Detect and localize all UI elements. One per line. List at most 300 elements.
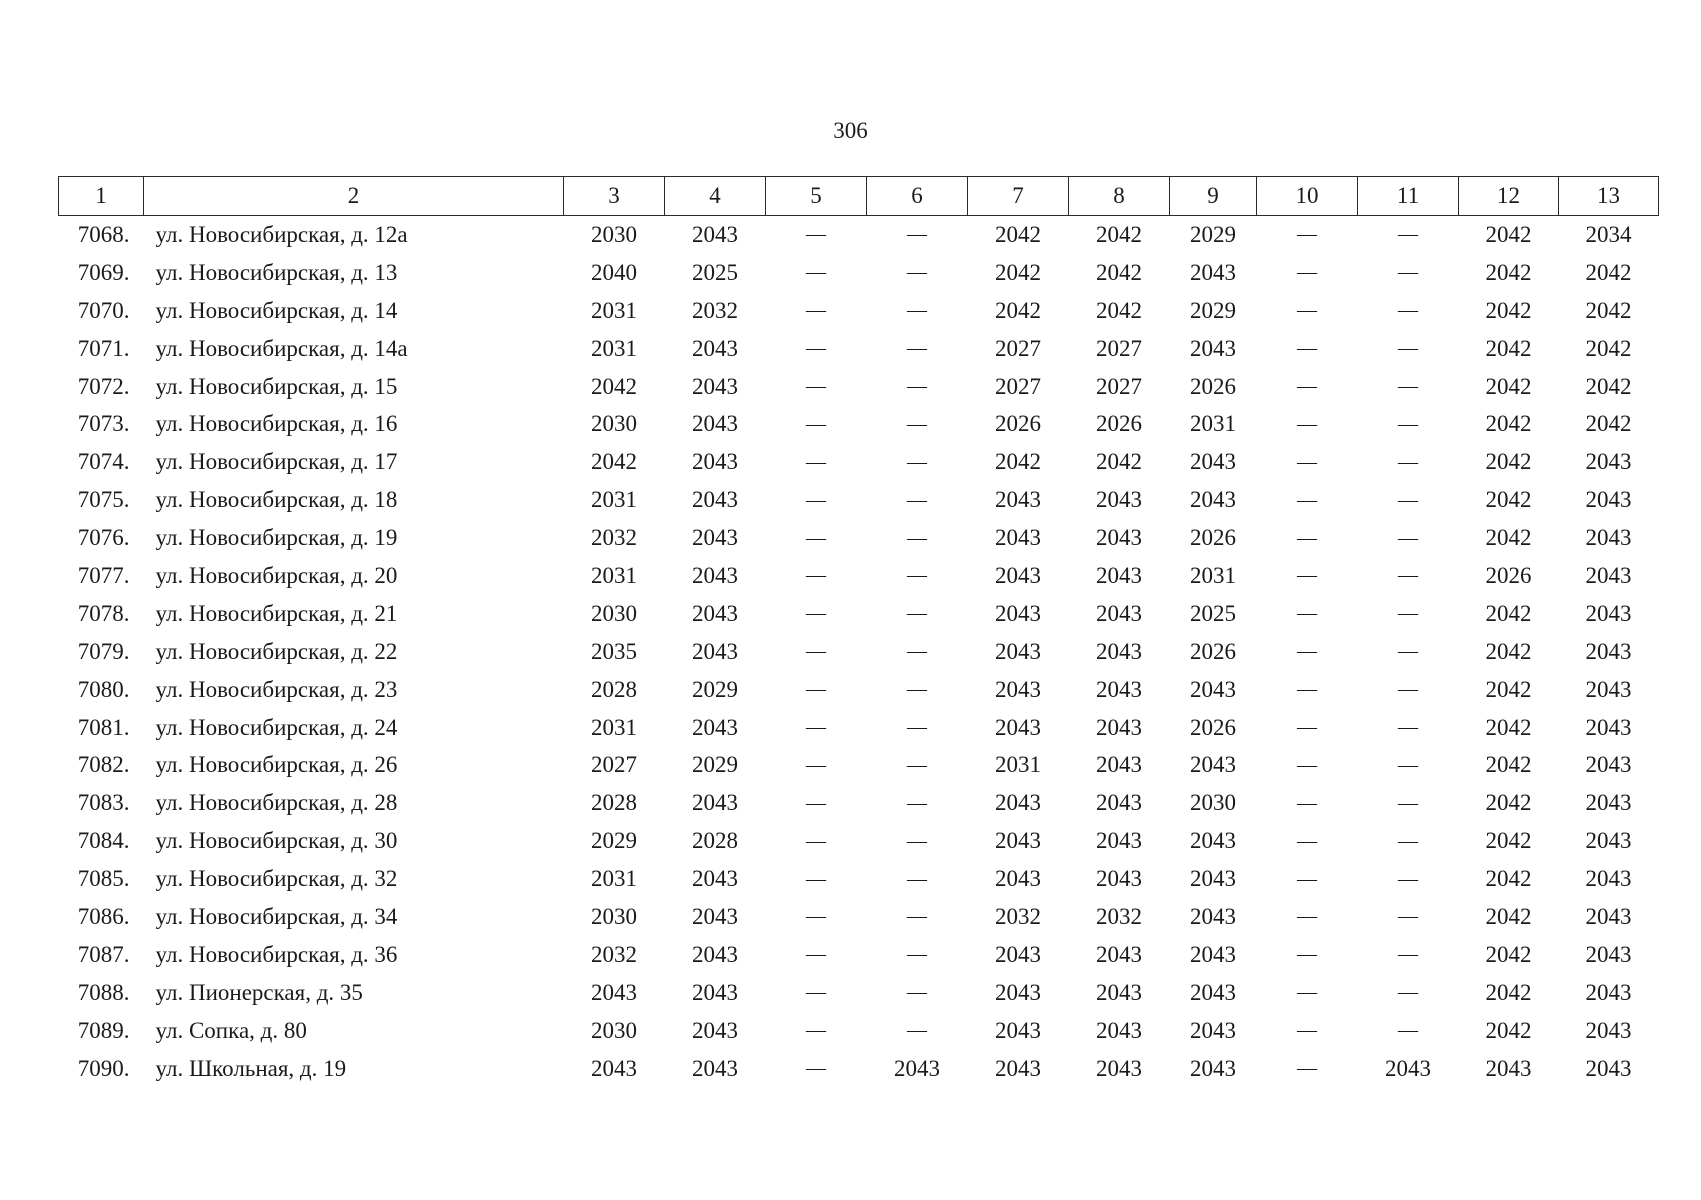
year-cell: — xyxy=(1398,791,1418,814)
year-cell: 2042 xyxy=(995,449,1041,475)
year-cell: 2043 xyxy=(591,979,637,1005)
year-cell: — xyxy=(806,905,826,928)
year-cell: 2027 xyxy=(591,752,637,778)
year-cell: 2032 xyxy=(1096,903,1142,929)
year-cell: — xyxy=(1398,375,1418,397)
year-cell: 2043 xyxy=(1585,941,1632,967)
year-cell: 2042 xyxy=(1585,259,1632,285)
year-cell: — xyxy=(1398,981,1418,1004)
year-cell: 2042 xyxy=(995,259,1041,285)
year-cell: 2042 xyxy=(1485,866,1532,892)
address-cell: ул. Новосибирская, д. 12а xyxy=(155,221,408,247)
year-cell: 2028 xyxy=(692,828,738,854)
year-cell: 2030 xyxy=(591,903,637,929)
year-cell: 2042 xyxy=(995,221,1041,247)
address-cell: ул. Новосибирская, д. 15 xyxy=(155,373,398,399)
year-cell: 2043 xyxy=(1585,1055,1632,1081)
table-row xyxy=(59,519,1659,557)
year-cell: 2030 xyxy=(591,1017,637,1043)
year-cell: — xyxy=(1297,753,1317,776)
address-cell: ул. Новосибирская, д. 30 xyxy=(155,828,398,854)
table-row xyxy=(59,405,1659,443)
column-header-9: 9 xyxy=(1170,177,1257,216)
year-cell: 2043 xyxy=(1096,790,1142,816)
table-row xyxy=(59,1050,1659,1088)
year-cell: 2043 xyxy=(692,1017,738,1043)
address-cell: ул. Новосибирская, д. 23 xyxy=(155,676,398,702)
year-cell: — xyxy=(806,488,826,511)
year-cell: 2043 xyxy=(1190,903,1236,929)
year-cell: — xyxy=(907,943,927,966)
year-cell: 2043 xyxy=(692,335,738,361)
year-cell: 2043 xyxy=(692,866,738,892)
year-cell: — xyxy=(1297,1057,1317,1080)
year-cell: 2043 xyxy=(1190,752,1236,778)
year-cell: — xyxy=(806,678,826,701)
year-cell: 2043 xyxy=(995,1055,1041,1081)
address-cell: ул. Новосибирская, д. 22 xyxy=(155,638,398,664)
year-cell: 2043 xyxy=(692,790,738,816)
row-number: 7087. xyxy=(77,941,130,967)
table-row xyxy=(59,368,1659,406)
year-cell: — xyxy=(1297,640,1317,663)
year-cell: — xyxy=(806,564,826,587)
year-cell: 2043 xyxy=(1585,790,1632,816)
year-cell: 2043 xyxy=(995,979,1041,1005)
table-row xyxy=(59,974,1659,1012)
year-cell: 2034 xyxy=(1585,221,1632,247)
year-cell: — xyxy=(1297,375,1317,397)
year-cell: 2042 xyxy=(1096,449,1142,475)
year-cell: 2042 xyxy=(1485,335,1532,361)
year-cell: — xyxy=(1297,261,1317,284)
year-cell: — xyxy=(1398,337,1418,360)
year-cell: — xyxy=(1297,337,1317,360)
year-cell: 2043 xyxy=(1190,259,1236,285)
year-cell: 2031 xyxy=(591,562,637,588)
year-cell: — xyxy=(806,261,826,284)
column-header-12: 12 xyxy=(1459,177,1559,216)
year-cell: 2043 xyxy=(995,941,1041,967)
year-cell: — xyxy=(1297,905,1317,928)
address-cell: ул. Новосибирская, д. 28 xyxy=(155,790,398,816)
year-cell: 2031 xyxy=(995,752,1041,778)
row-number: 7077. xyxy=(77,562,130,588)
year-cell: — xyxy=(907,678,927,701)
year-cell: — xyxy=(907,337,927,360)
page-number: 306 xyxy=(833,118,868,143)
row-number: 7086. xyxy=(77,903,130,929)
address-cell: ул. Новосибирская, д. 13 xyxy=(155,259,398,285)
year-cell: 2043 xyxy=(1096,979,1142,1005)
year-cell: — xyxy=(806,412,826,435)
year-cell: — xyxy=(1398,412,1418,435)
year-cell: 2029 xyxy=(1190,221,1236,247)
year-cell: 2043 xyxy=(692,941,738,967)
year-cell: 2043 xyxy=(692,449,738,475)
table-row xyxy=(59,746,1659,784)
year-cell: 2043 xyxy=(995,790,1041,816)
year-cell: 2028 xyxy=(591,676,637,702)
year-cell: 2043 xyxy=(1190,676,1236,702)
year-cell: 2043 xyxy=(1585,525,1632,551)
year-cell: 2043 xyxy=(1096,941,1142,967)
year-cell: 2043 xyxy=(1585,1017,1632,1043)
year-cell: — xyxy=(806,640,826,663)
year-cell: 2043 xyxy=(692,1055,738,1081)
row-number: 7074. xyxy=(77,449,130,475)
year-cell: 2042 xyxy=(1485,600,1532,626)
year-cell: 2032 xyxy=(591,525,637,551)
year-cell: — xyxy=(907,375,927,397)
row-number: 7068. xyxy=(77,221,130,247)
year-cell: 2025 xyxy=(1190,600,1236,626)
year-cell: 2043 xyxy=(1385,1055,1431,1081)
year-cell: — xyxy=(806,753,826,776)
year-cell: — xyxy=(1297,488,1317,511)
repair-schedule-table xyxy=(58,176,1659,1087)
year-cell: — xyxy=(806,602,826,625)
address-cell: ул. Новосибирская, д. 20 xyxy=(155,562,398,588)
year-cell: 2043 xyxy=(1190,979,1236,1005)
year-cell: 2043 xyxy=(995,714,1041,740)
year-cell: 2043 xyxy=(692,979,738,1005)
address-cell: ул. Новосибирская, д. 36 xyxy=(155,941,398,967)
year-cell: — xyxy=(806,450,826,473)
row-number: 7075. xyxy=(77,487,130,513)
year-cell: 2026 xyxy=(1190,638,1236,664)
row-number: 7073. xyxy=(77,411,130,437)
year-cell: 2032 xyxy=(692,297,738,323)
row-number: 7084. xyxy=(77,828,130,854)
year-cell: — xyxy=(1297,943,1317,966)
year-cell: — xyxy=(806,375,826,397)
year-cell: 2030 xyxy=(1190,790,1236,816)
year-cell: — xyxy=(907,223,927,246)
year-cell: — xyxy=(907,602,927,625)
year-cell: 2043 xyxy=(692,487,738,513)
year-cell: 2042 xyxy=(1096,221,1142,247)
year-cell: — xyxy=(1398,488,1418,511)
year-cell: — xyxy=(806,299,826,322)
year-cell: 2043 xyxy=(591,1055,637,1081)
year-cell: 2043 xyxy=(1096,752,1142,778)
table-row xyxy=(59,330,1659,368)
address-cell: ул. Новосибирская, д. 19 xyxy=(155,525,398,551)
year-cell: 2043 xyxy=(995,866,1041,892)
year-cell: 2042 xyxy=(591,449,637,475)
year-cell: 2031 xyxy=(591,297,637,323)
address-cell: ул. Новосибирская, д. 32 xyxy=(155,866,398,892)
year-cell: — xyxy=(1398,905,1418,928)
year-cell: 2042 xyxy=(1485,1017,1532,1043)
year-cell: 2029 xyxy=(692,752,738,778)
year-cell: 2043 xyxy=(1585,638,1632,664)
address-cell: ул. Новосибирская, д. 26 xyxy=(155,752,398,778)
year-cell: — xyxy=(1398,867,1418,890)
column-header-10: 10 xyxy=(1257,177,1358,216)
table-row xyxy=(59,216,1659,254)
year-cell: 2043 xyxy=(1096,1017,1142,1043)
year-cell: 2042 xyxy=(1485,638,1532,664)
year-cell: 2043 xyxy=(1096,866,1142,892)
year-cell: — xyxy=(907,791,927,814)
year-cell: 2043 xyxy=(692,373,738,399)
year-cell: 2043 xyxy=(995,638,1041,664)
address-cell: ул. Новосибирская, д. 14а xyxy=(155,335,408,361)
year-cell: 2043 xyxy=(1585,752,1632,778)
year-cell: — xyxy=(907,450,927,473)
year-cell: — xyxy=(1297,450,1317,473)
address-cell: ул. Сопка, д. 80 xyxy=(155,1017,307,1043)
year-cell: 2043 xyxy=(995,562,1041,588)
row-number: 7071. xyxy=(77,335,130,361)
row-number: 7090. xyxy=(77,1055,130,1081)
year-cell: 2043 xyxy=(692,562,738,588)
year-cell: 2026 xyxy=(1190,525,1236,551)
year-cell: 2035 xyxy=(591,638,637,664)
year-cell: 2042 xyxy=(1485,221,1532,247)
year-cell: 2031 xyxy=(591,335,637,361)
year-cell: 2042 xyxy=(1096,297,1142,323)
column-header-6: 6 xyxy=(867,177,968,216)
year-cell: 2043 xyxy=(692,903,738,929)
year-cell: 2043 xyxy=(1585,866,1632,892)
year-cell: 2029 xyxy=(591,828,637,854)
year-cell: 2043 xyxy=(1190,487,1236,513)
year-cell: — xyxy=(1398,716,1418,739)
year-cell: 2042 xyxy=(995,297,1041,323)
year-cell: — xyxy=(907,261,927,284)
column-header-13: 13 xyxy=(1559,177,1659,216)
year-cell: — xyxy=(806,867,826,890)
year-cell: — xyxy=(1297,867,1317,890)
year-cell: — xyxy=(1297,829,1317,852)
year-cell: 2026 xyxy=(1485,562,1532,588)
year-cell: 2026 xyxy=(1096,411,1142,437)
row-number: 7085. xyxy=(77,866,130,892)
address-cell: ул. Новосибирская, д. 34 xyxy=(155,903,398,929)
year-cell: — xyxy=(1297,564,1317,587)
year-cell: 2042 xyxy=(1485,979,1532,1005)
year-cell: — xyxy=(1297,526,1317,549)
year-cell: 2031 xyxy=(591,487,637,513)
year-cell: 2042 xyxy=(1485,903,1532,929)
address-cell: ул. Школьная, д. 19 xyxy=(155,1055,347,1081)
address-cell: ул. Новосибирская, д. 18 xyxy=(155,487,398,513)
year-cell: 2027 xyxy=(995,373,1041,399)
year-cell: — xyxy=(1398,299,1418,322)
year-cell: — xyxy=(806,829,826,852)
year-cell: — xyxy=(907,526,927,549)
year-cell: — xyxy=(907,867,927,890)
year-cell: — xyxy=(806,791,826,814)
table-row xyxy=(59,936,1659,974)
year-cell: 2043 xyxy=(1190,941,1236,967)
year-cell: — xyxy=(1398,564,1418,587)
year-cell: 2042 xyxy=(1485,525,1532,551)
table-row xyxy=(59,671,1659,709)
year-cell: — xyxy=(1297,678,1317,701)
year-cell: 2026 xyxy=(1190,373,1236,399)
year-cell: 2043 xyxy=(1585,828,1632,854)
year-cell: 2026 xyxy=(1190,714,1236,740)
year-cell: 2025 xyxy=(692,259,738,285)
year-cell: 2042 xyxy=(1485,752,1532,778)
table-row xyxy=(59,443,1659,481)
year-cell: — xyxy=(907,1019,927,1042)
year-cell: 2043 xyxy=(1190,449,1236,475)
year-cell: 2043 xyxy=(692,221,738,247)
year-cell: 2042 xyxy=(1485,790,1532,816)
year-cell: 2028 xyxy=(591,790,637,816)
year-cell: 2043 xyxy=(1096,1055,1142,1081)
row-number: 7069. xyxy=(77,259,130,285)
table-row xyxy=(59,709,1659,747)
year-cell: — xyxy=(907,299,927,322)
table-row xyxy=(59,860,1659,898)
column-header-2: 2 xyxy=(144,177,564,216)
row-number: 7081. xyxy=(77,714,130,740)
row-number: 7083. xyxy=(77,790,130,816)
year-cell: 2030 xyxy=(591,411,637,437)
year-cell: — xyxy=(1398,829,1418,852)
year-cell: — xyxy=(907,829,927,852)
year-cell: 2043 xyxy=(692,600,738,626)
year-cell: 2042 xyxy=(1585,297,1632,323)
year-cell: 2043 xyxy=(692,714,738,740)
row-number: 7070. xyxy=(77,297,130,323)
year-cell: — xyxy=(1398,261,1418,284)
year-cell: — xyxy=(1398,678,1418,701)
year-cell: 2042 xyxy=(1485,259,1532,285)
year-cell: 2043 xyxy=(1096,638,1142,664)
year-cell: 2043 xyxy=(1096,828,1142,854)
year-cell: — xyxy=(1398,753,1418,776)
address-cell: ул. Новосибирская, д. 21 xyxy=(155,600,398,626)
year-cell: 2042 xyxy=(1485,449,1532,475)
year-cell: — xyxy=(907,753,927,776)
year-cell: 2043 xyxy=(1096,676,1142,702)
year-cell: — xyxy=(1297,299,1317,322)
row-number: 7082. xyxy=(77,752,130,778)
year-cell: 2042 xyxy=(1096,259,1142,285)
year-cell: 2043 xyxy=(1585,714,1632,740)
year-cell: 2043 xyxy=(995,487,1041,513)
year-cell: 2043 xyxy=(692,525,738,551)
table-row xyxy=(59,633,1659,671)
year-cell: 2031 xyxy=(1190,562,1236,588)
address-cell: ул. Новосибирская, д. 24 xyxy=(155,714,398,740)
year-cell: 2042 xyxy=(1485,714,1532,740)
table-row xyxy=(59,481,1659,519)
year-cell: 2032 xyxy=(995,903,1041,929)
table-header xyxy=(59,177,1659,216)
year-cell: 2042 xyxy=(1585,335,1632,361)
year-cell: 2026 xyxy=(995,411,1041,437)
year-cell: 2027 xyxy=(995,335,1041,361)
column-header-4: 4 xyxy=(665,177,766,216)
year-cell: 2043 xyxy=(995,828,1041,854)
year-cell: — xyxy=(806,943,826,966)
year-cell: 2043 xyxy=(995,676,1041,702)
year-cell: 2029 xyxy=(1190,297,1236,323)
year-cell: 2042 xyxy=(1485,941,1532,967)
year-cell: — xyxy=(1398,450,1418,473)
year-cell: 2042 xyxy=(1485,411,1532,437)
year-cell: — xyxy=(907,488,927,511)
year-cell: 2030 xyxy=(591,221,637,247)
year-cell: 2043 xyxy=(1096,714,1142,740)
year-cell: 2043 xyxy=(1585,979,1632,1005)
year-cell: 2043 xyxy=(995,525,1041,551)
header-row xyxy=(59,177,1659,216)
year-cell: 2042 xyxy=(1585,411,1632,437)
year-cell: 2032 xyxy=(591,941,637,967)
address-cell: ул. Новосибирская, д. 14 xyxy=(155,297,398,323)
year-cell: 2043 xyxy=(692,638,738,664)
year-cell: — xyxy=(907,981,927,1004)
year-cell: — xyxy=(806,1057,826,1080)
year-cell: 2031 xyxy=(591,866,637,892)
year-cell: — xyxy=(1297,602,1317,625)
year-cell: 2042 xyxy=(1485,297,1532,323)
year-cell: 2030 xyxy=(591,600,637,626)
year-cell: — xyxy=(907,905,927,928)
year-cell: — xyxy=(1398,602,1418,625)
year-cell: 2042 xyxy=(591,373,637,399)
year-cell: — xyxy=(1398,526,1418,549)
year-cell: — xyxy=(1398,640,1418,663)
year-cell: 2031 xyxy=(591,714,637,740)
year-cell: 2040 xyxy=(591,259,637,285)
year-cell: — xyxy=(806,716,826,739)
year-cell: 2043 xyxy=(1585,487,1632,513)
row-number: 7089. xyxy=(77,1017,130,1043)
year-cell: — xyxy=(806,526,826,549)
year-cell: 2043 xyxy=(1585,562,1632,588)
column-header-1: 1 xyxy=(59,177,144,216)
year-cell: 2043 xyxy=(1585,449,1632,475)
year-cell: 2031 xyxy=(1190,411,1236,437)
year-cell: 2043 xyxy=(1190,866,1236,892)
column-header-7: 7 xyxy=(968,177,1069,216)
column-header-5: 5 xyxy=(766,177,867,216)
year-cell: 2043 xyxy=(1096,600,1142,626)
table-row xyxy=(59,595,1659,633)
column-header-3: 3 xyxy=(564,177,665,216)
row-number: 7088. xyxy=(77,979,130,1005)
year-cell: 2043 xyxy=(1190,335,1236,361)
year-cell: 2043 xyxy=(1096,487,1142,513)
year-cell: 2043 xyxy=(692,411,738,437)
year-cell: — xyxy=(1297,223,1317,246)
year-cell: 2043 xyxy=(995,600,1041,626)
table-row xyxy=(59,1012,1659,1050)
year-cell: — xyxy=(907,640,927,663)
year-cell: 2042 xyxy=(1485,373,1532,399)
table-body xyxy=(59,216,1659,1088)
year-cell: — xyxy=(907,564,927,587)
year-cell: — xyxy=(1297,981,1317,1004)
year-cell: — xyxy=(1398,943,1418,966)
year-cell: — xyxy=(1398,1019,1418,1042)
year-cell: 2042 xyxy=(1585,373,1632,399)
year-cell: 2043 xyxy=(995,1017,1041,1043)
year-cell: 2043 xyxy=(1585,600,1632,626)
column-header-8: 8 xyxy=(1069,177,1170,216)
year-cell: — xyxy=(907,716,927,739)
